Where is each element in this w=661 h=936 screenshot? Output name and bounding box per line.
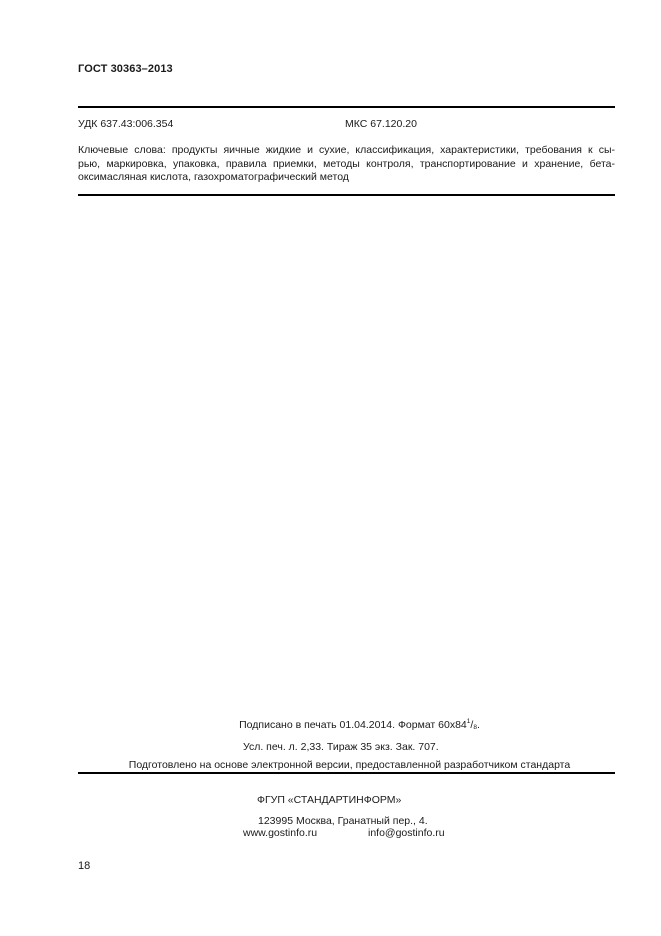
publisher-website-link[interactable]: www.gostinfo.ru [243,827,318,839]
prepared-note [0,759,661,771]
publisher-address: 123995 Москва, Гранатный пер., 4. [258,815,428,827]
format-numerator: 1 [466,718,471,725]
publisher-email-link[interactable]: info@gostinfo.ru [368,827,445,839]
publisher-name: ФГУП «СТАНДАРТИНФОРМ» [257,794,402,806]
mks-code: МКС 67.120.20 [345,118,417,130]
keywords-line: оксимасляная кислота, газохроматографический метод [78,171,349,183]
page-number: 18 [78,860,91,872]
keywords-line: Ключевые слова: продукты яичные жидкие и сухие, классификация, характеристики, требования к сы- [78,144,615,156]
keywords-line: рью, маркировка, упаковка, правила приемки, методы контроля, транспортирование и хранение, бета- [78,157,615,170]
keywords-bottom-rule [78,194,615,196]
format-end: . [476,719,480,731]
udk-code: УДК 637.43:006.354 [78,118,174,130]
signed-text: Подписано в печать 01.04.2014. Формат 60x84 [239,719,467,731]
signed-for-print [0,718,661,731]
print-details: Усл. печ. л. 2,33. Тираж 35 экз. Зак. 707. [243,741,439,753]
imprint-rule [78,772,615,774]
keywords-block [78,144,615,185]
prepared-note-text: Подготовлено на основе электронной версии, предоставленной разработчиком стандарта [128,759,571,771]
format-slash: / [470,719,474,731]
format-denominator: 8 [473,724,477,731]
standard-code-header: ГОСТ 30363–2013 [78,63,173,75]
header-top-rule [78,106,615,108]
